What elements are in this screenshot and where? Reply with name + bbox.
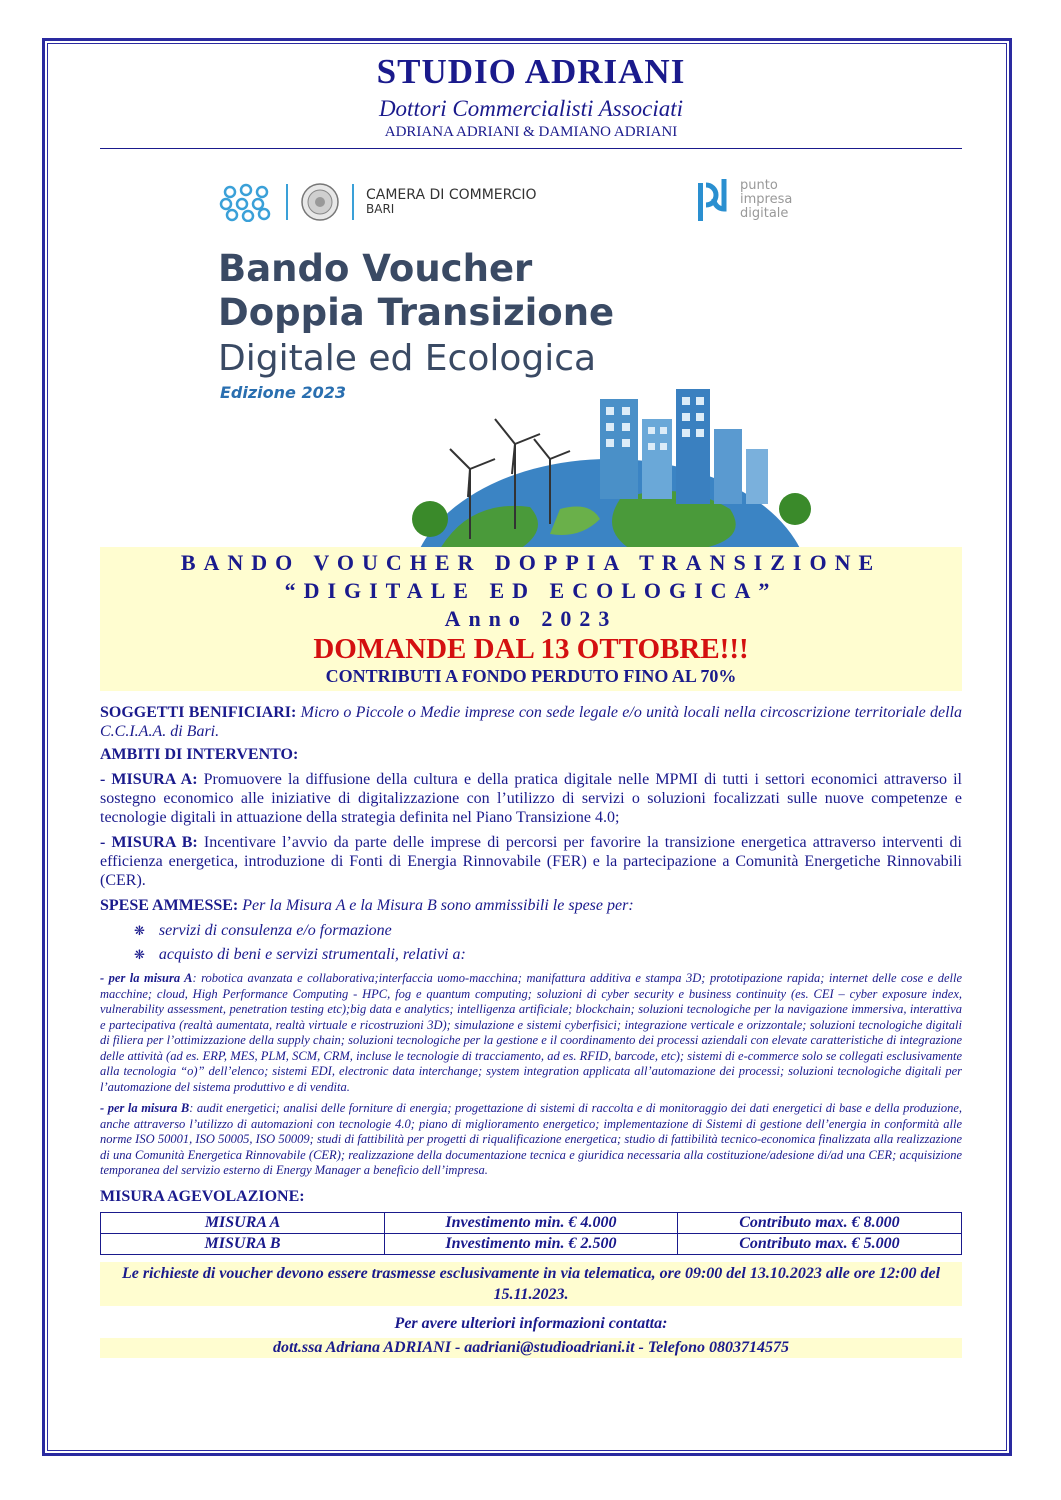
pid-logo <box>694 175 792 225</box>
studio-name: STUDIO ADRIANI <box>376 52 686 91</box>
bando-title-line2: “DIGITALE ED ECOLOGICA” <box>284 578 778 603</box>
info-line: Per avere ulteriori informazioni contatta: <box>394 1314 668 1332</box>
camera-line1: CAMERA DI COMMERCIO <box>366 187 537 203</box>
agevolazione-table <box>100 1212 962 1255</box>
table-cell: Contributo max. € 5.000 <box>677 1233 961 1254</box>
table-cell: MISURA A <box>101 1212 385 1233</box>
studio-subtitle: Dottori Commercialisti Associati <box>378 96 684 121</box>
domande-highlight: DOMANDE DAL 13 OTTOBRE!!! <box>313 633 749 665</box>
list-item <box>134 919 962 943</box>
table-row <box>101 1233 962 1254</box>
agevolazione-heading: MISURA AGEVOLAZIONE: <box>100 1187 305 1205</box>
misura-a-text: Promuovere la diffusione della cultura e della pratica digitale nelle MPMI di tutti i settori economici attraverso il sostegno economico alle iniziative di digitalizzazione con l’utilizzo di servizi o soluzioni focalizzati sulle nuove competenze e tecnologie digitali in attuazione della strategia definita nel Piano Transizione 4.0; <box>100 771 962 826</box>
bando-title-year: Anno 2023 <box>444 606 618 631</box>
pid-text <box>740 179 792 221</box>
letterhead <box>100 48 962 142</box>
logo-separator <box>352 184 354 220</box>
per-misura-a-text: : robotica avanzata e collaborativa;interfaccia uomo-macchina; manifattura additiva e stampa 3D; prototipazione rapida; internet delle cose e delle macchine; cloud, High Performance Computing - HPC, fog e quantum computing; soluzioni di cyber security e business continuity (es. CEI – cyber exposure index, vulnerability assessment, penetration testing etc);big data e analytics; intelligenza artificiale; blockchain; soluzioni tecnologiche per la navigazione immersiva, interattiva e partecipativa (realtà aumentata, realtà virtuale e ricostruzioni 3D); simulazione e sistemi cyberfisici; integrazione verticale e orizzontale; soluzioni tecnologiche digitali di filiera per l’ottimizzazione della supply chain; soluzioni tecnologiche per la gestione e il coordinamento dei processi aziendali con elevate caratteristiche di integrazione delle attività (ad es. ERP, MES, PLM, SCM, CRM, incluse le tecnologie di tracciamento, ad es. RFID, barcode, etc); sistemi di e-commerce solo se collegati esclusivamente alla tecnologia “o)” dell’elenco; sistemi EDI, electronic data interchange; system integration applicata all’automazione dei processi; soluzioni tecnologiche digitali per l’automazione del sistema produttivo e di vendita. <box>100 971 962 1094</box>
per-misura-b-paragraph <box>100 1101 962 1179</box>
table-cell: Investimento min. € 4.000 <box>385 1212 678 1233</box>
per-misura-b-label: - per la misura B <box>100 1101 190 1115</box>
per-misura-b-text: : audit energetici; analisi delle forniture di energia; progettazione di sistemi di raccolta e di monitoraggio dei dati energetici di base e della produzione, anche attraverso l’utilizzo di automazioni con tecnologie 4.0; piano di miglioramento energetico; implementazione di Sistemi di gestione dell’energia in conformità alle norme ISO 50001, ISO 50005, ISO 50009; studi di fattibilità per progetti di riqualificazione energetica; studio di fattibilità tecnico-economica finalizzata alla realizzazione di una Comunità Energetica Rinnovabile (CER); realizzazione della documentazione tecnica e giuridica necessaria alla costituzione/adesione di/ad una CER; acquisizione temporanea del servizio esterno di Energy Manager a beneficio dell’impresa. <box>100 1101 962 1177</box>
table-cell: Investimento min. € 2.500 <box>385 1233 678 1254</box>
spese-paragraph <box>100 896 962 915</box>
table-cell: Contributo max. € 8.000 <box>677 1212 961 1233</box>
page-content <box>100 48 962 1358</box>
banner-title-3: Digitale ed Ecologica <box>218 338 597 379</box>
pid-line2: impresa <box>740 192 793 207</box>
header-divider <box>100 148 962 149</box>
studio-partners: ADRIANA ADRIANI & DAMIANO ADRIANI <box>384 124 678 140</box>
camera-text <box>366 188 537 216</box>
bullet-star-icon: ❋ <box>134 947 145 962</box>
banner-edition: Edizione 2023 <box>220 383 346 402</box>
seal-icon <box>300 182 340 222</box>
earth-city-illustration <box>400 389 820 547</box>
pid-line3: digitale <box>740 206 789 221</box>
bullet-star-icon: ❋ <box>134 923 145 938</box>
pid-logo-icon <box>694 175 732 225</box>
deadline-note: Le richieste di voucher devono essere trasmesse esclusivamente in via telematica, ore 09:00 del 13.10.2023 alle ore 12:00 del 15.11.2023. <box>100 1262 962 1306</box>
camera-line2: BARI <box>366 202 395 216</box>
network-logo-icon <box>218 182 274 222</box>
spese-text: Per la Misura A e la Misura B sono ammissibili le spese per: <box>238 897 634 914</box>
spese-label: SPESE AMMESSE: <box>100 897 239 914</box>
misura-b-paragraph <box>100 833 962 890</box>
contributi-line: CONTRIBUTI A FONDO PERDUTO FINO AL 70% <box>325 666 737 686</box>
list-item-text: acquisto di beni e servizi strumentali, relativi a: <box>158 946 466 963</box>
pid-line1: punto <box>740 178 778 193</box>
soggetti-paragraph <box>100 703 962 741</box>
per-misura-a-paragraph <box>100 971 962 1095</box>
per-misura-a-label: - per la misura A <box>100 971 193 985</box>
misura-a-paragraph <box>100 770 962 827</box>
misura-b-label: - MISURA B: <box>100 834 198 851</box>
table-row <box>101 1212 962 1233</box>
ambiti-heading: AMBITI DI INTERVENTO: <box>100 746 299 763</box>
misura-b-text: Incentivare l’avvio da parte delle imprese di percorsi per favorire la transizione energetica attraverso interventi di efficienza energetica, introduzione di Fonti di Energia Rinnovabile (FER) e la partecipazione a Comunità Energetiche Rinnovabili (CER). <box>100 834 962 889</box>
contact-line: dott.ssa Adriana ADRIANI - aadriani@studioadriani.it - Telefono 0803714575 <box>100 1338 962 1358</box>
list-item <box>134 943 962 967</box>
table-cell: MISURA B <box>101 1233 385 1254</box>
camera-logos <box>218 177 537 227</box>
misura-a-label: - MISURA A: <box>100 771 198 788</box>
banner-title-2: Doppia Transizione <box>218 291 615 334</box>
bando-banner <box>100 169 962 547</box>
soggetti-text: Micro o Piccole o Medie imprese con sede legale e/o unità locali nella circoscrizione territoriale della C.C.I.A.A. di Bari. <box>100 704 962 740</box>
logo-separator <box>286 184 288 220</box>
bando-title-line1: BANDO VOUCHER DOPPIA TRANSIZIONE <box>180 550 882 575</box>
soggetti-label: SOGGETTI BENIFICIARI: <box>100 704 297 721</box>
spese-list <box>100 919 962 967</box>
list-item-text: servizi di consulenza e/o formazione <box>158 922 392 939</box>
bando-title-box <box>100 547 962 691</box>
banner-title-1: Bando Voucher <box>218 247 533 290</box>
